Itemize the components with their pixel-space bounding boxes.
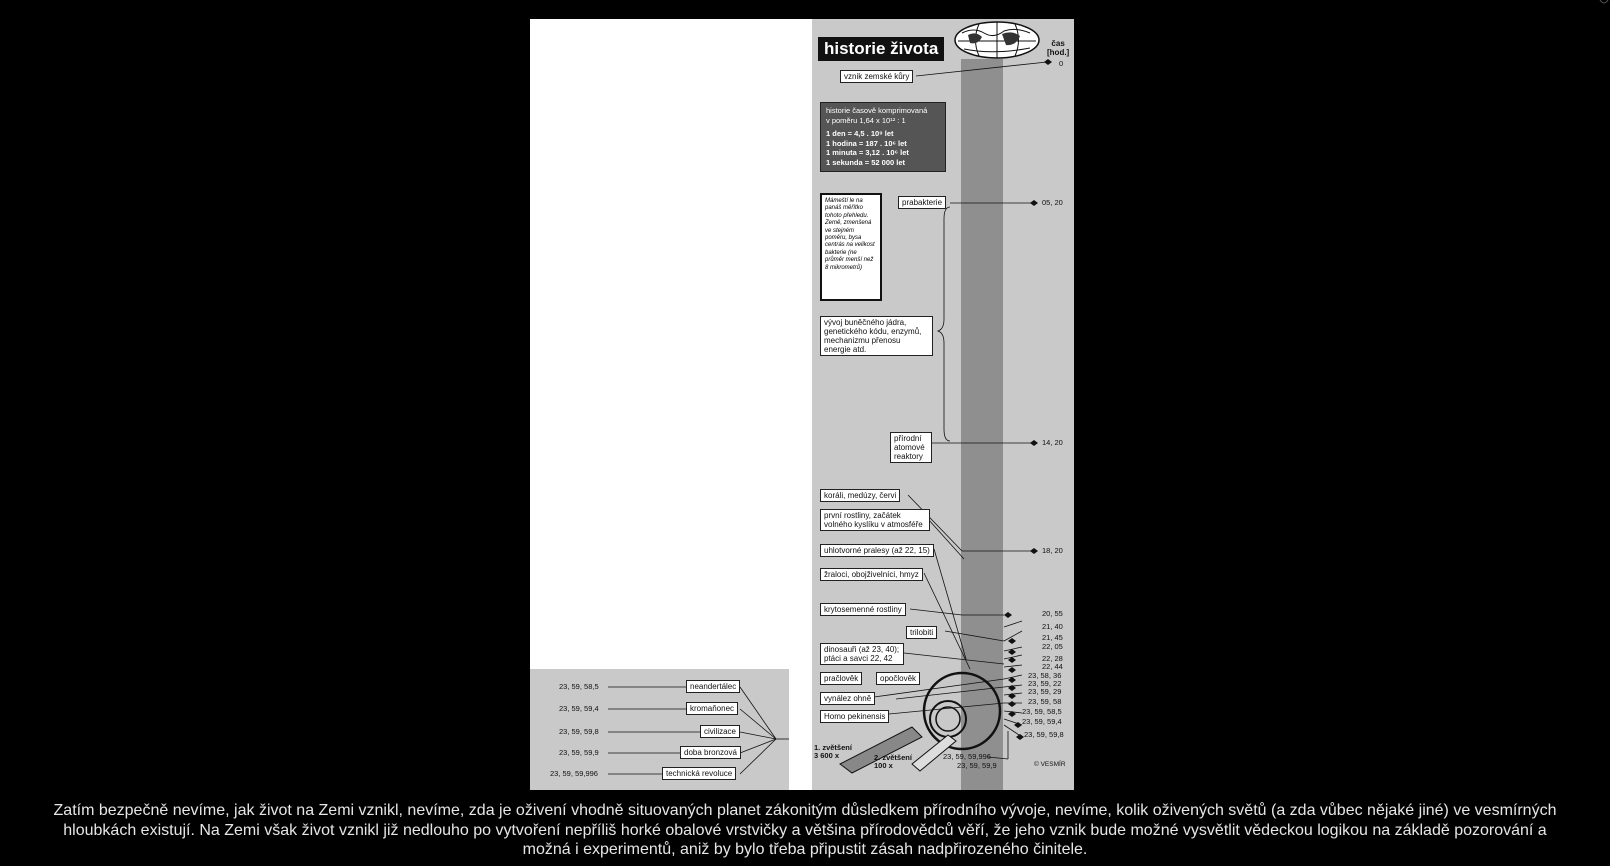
event-dinosaurs: dinosauři (až 23, 40); ptáci a savci 22, 42 [820,643,904,665]
time-value: 18, 20 [1042,546,1063,555]
event-homo-pekinensis: Homo pekinensis [820,710,889,723]
inset-value: 23, 59, 59,4 [559,704,599,713]
poster-title: historie života [818,37,944,61]
event-coal-forests: uhlotvorné pralesy (až 22, 15) [820,544,934,557]
time-value: 20, 55 [1042,609,1063,618]
compress-line: 1 den = 4,5 . 10⁹ let [826,129,894,138]
event-crust: vznik zemské kůry [840,70,913,83]
time-value: 22, 05 [1042,642,1063,651]
time-value: 21, 45 [1042,633,1063,642]
event-trilobites: trilobiti [906,626,937,639]
time-value: 23, 59, 59,8 [1024,730,1064,739]
compress-line: 1 hodina = 187 . 10⁶ let [826,138,907,148]
inset-label: doba bronzová [680,746,741,759]
time-value: 22, 28 [1042,654,1063,663]
inset-label: kromaňonec [686,702,738,715]
time-value: 23, 59, 59,9 [957,761,997,770]
time-value: 0 [1059,59,1064,68]
time-value: 23, 59, 59,4 [1022,717,1062,726]
time-value: 22, 44 [1042,662,1063,671]
event-pracl: pračlověk [820,672,862,685]
event-fire: vynález ohně [820,692,875,705]
time-value: 23, 59, 29 [1028,687,1062,696]
compress-line: 1 minuta = 3,12 . 10⁶ let [826,148,909,157]
bacteria-note: Mámeští le na panáš měřítko tohoto přehledu. Země, zmenšená ve stejném poměru, bysa centrás na velikost bakterie (ne průměr menší než 8 mikrometrů) [820,193,882,301]
credit: © VESMÍR [1034,761,1066,768]
inset-label: neandertálec [686,680,740,693]
slide-caption: Zatím bezpečně nevíme, jak život na Zemi vznikl, nevíme, zda je oživení vhodně situovaných planet zákonitým důsledkem přírodního vývoje, nevíme, kolik oživených světů (a zda vůbec nějaké jiné) ve vesmírných hloubkách existují. Na Zemi však život vznikl již nedlouho po vytvoření nepříliš horké obalové vrstvičky a většina přírodovědců věří, že jeho vznik bude možné vysvětlit vědeckou logikou na základě pozorování a možná i experimentů, aniž by bylo třeba připustit zásah nadpřirozeného činitele. [53,802,1557,858]
history-of-life-poster [812,19,1074,790]
time-value: 21, 40 [1042,622,1063,631]
event-natural-reactors: přírodní atomové reaktory [890,432,932,463]
slide-image [530,19,1074,790]
inset-value: 23, 59, 59,8 [559,727,599,736]
time-value: 23, 59, 58,5 [1022,707,1062,716]
time-value: 23, 58, 36 [1028,671,1062,680]
inset-value: 23, 59, 59,9 [559,748,599,757]
zoom-inset [530,669,789,790]
event-corals: koráli, medúzy, červi [820,489,900,502]
compress-line: 1 sekunda = 52 000 let [826,157,906,167]
inset-label: civilizace [700,725,740,738]
time-axis-text: čas [hod.] [1047,39,1070,57]
event-angiosperms: krytosemenné rostliny [820,603,906,616]
time-value: 23, 59, 22 [1028,679,1062,688]
time-value: 23, 59, 59,996 [943,752,991,761]
compress-line: historie časově komprimovaná [826,106,928,115]
zoom-label-1: 1. zvětšení 3 600 x [814,743,852,760]
event-prabakterie: prabakterie [898,196,946,209]
inset-label: technická revoluce [662,767,736,780]
time-value: 14, 20 [1042,438,1063,447]
event-cell-nucleus: vývoj buněčného jádra, genetického kódu, enzymů, mechanizmu přenosu energie atd. [820,316,933,356]
event-first-plants: první rostliny, začátek volného kyslíku v atmosféře [820,509,930,531]
event-opocl: opočlověk [876,672,920,685]
inset-value: 23, 59, 59,996 [550,769,598,778]
compress-line: v poměru 1,64 x 10¹² : 1 [826,115,906,125]
zoom-label-2: 2. zvětšení 100 x [874,753,912,770]
time-value: 05, 20 [1042,198,1063,207]
event-sharks: žraloci, obojživelníci, hmyz [820,568,923,581]
inset-value: 23, 59, 58,5 [559,682,599,691]
corner-icon [1598,0,1610,6]
time-value: 23, 59, 58 [1028,697,1062,706]
